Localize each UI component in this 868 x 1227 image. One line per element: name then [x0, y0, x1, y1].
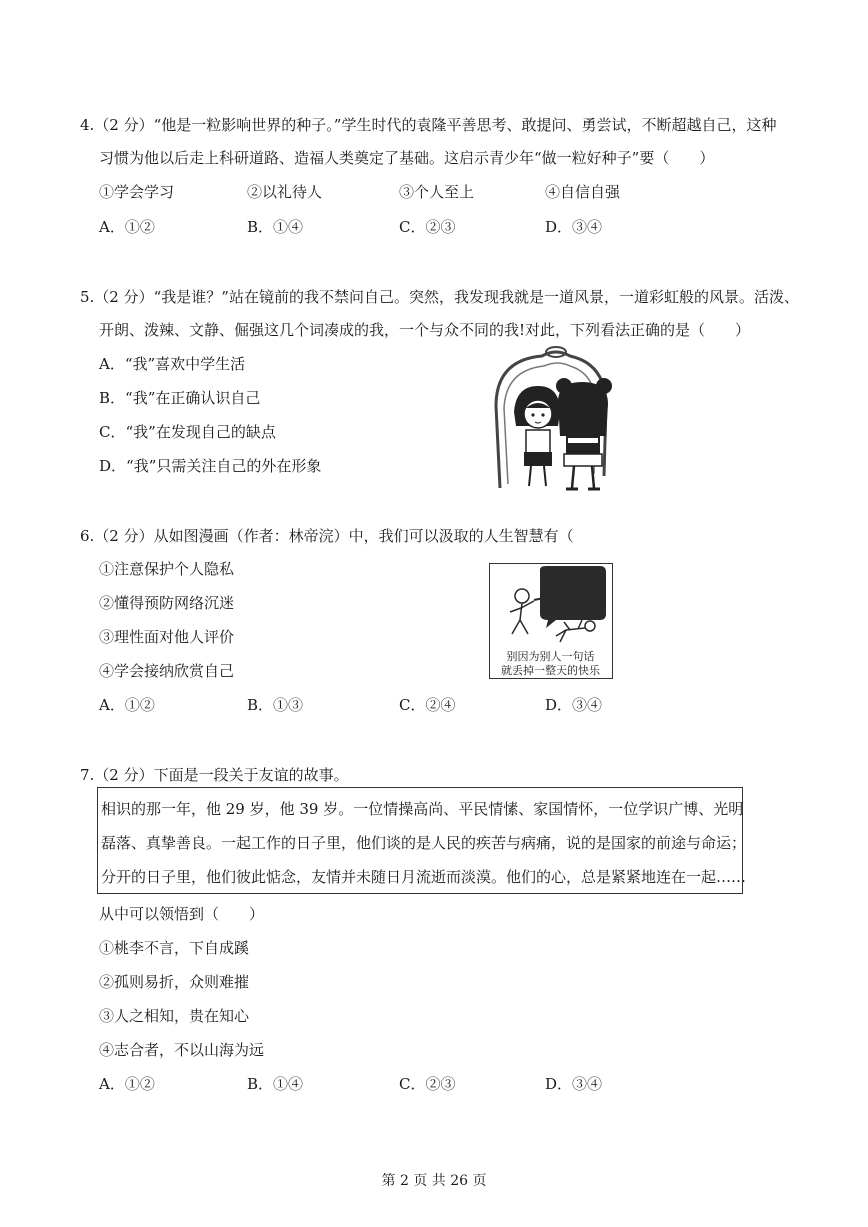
q4-choice-a: A．①②: [99, 218, 155, 236]
q4-stem-line1: 4.（2 分）“他是一粒影响世界的种子。”学生时代的袁隆平善思考、敢提问、勇尝试，不断超越自己，这种: [80, 116, 777, 134]
q6-option-4: ④学会接纳欣赏自己: [99, 662, 235, 680]
q4-option-1: ①学会学习: [99, 183, 175, 201]
q6-option-2: ②懂得预防网络沉迷: [99, 594, 235, 612]
comic-caption-line2: 就丢掉一整天的快乐: [501, 664, 600, 677]
q6-option-3: ③理性面对他人评价: [99, 628, 235, 646]
q7-choice-a: A．①②: [99, 1075, 155, 1093]
q5-choice-d: D．“我”只需关注自己的外在形象: [99, 457, 322, 475]
q4-stem-line2: 习惯为他以后走上科研道路、造福人类奠定了基础。这启示青少年“做一粒好种子”要（ ）: [99, 149, 715, 167]
q6-choice-b: B．①③: [247, 696, 304, 714]
comic-caption-line1: 别因为别人一句话: [506, 650, 595, 663]
q7-option-4: ④志合者，不以山海为远: [99, 1041, 265, 1059]
q4-option-3: ③个人至上: [399, 183, 475, 201]
q4-choice-d: D．③④: [545, 218, 603, 236]
q4-choice-c: C．②③: [399, 218, 456, 236]
q6-choice-d: D．③④: [545, 696, 603, 714]
q6-option-1: ①注意保护个人隐私: [99, 560, 235, 578]
q7-choice-c: C．②③: [399, 1075, 456, 1093]
q4-option-2: ②以礼待人: [247, 183, 323, 201]
q7-choice-d: D．③④: [545, 1075, 603, 1093]
q7-option-2: ②孤则易折，众则难摧: [99, 973, 250, 991]
q7-box-line2: 磊落、真挚善良。一起工作的日子里，他们谈的是人民的疾苦与病痛，说的是国家的前途与命运；: [101, 834, 747, 852]
q4-option-4: ④自信自强: [545, 183, 621, 201]
q7-box-line1: 相识的那一年，他 29 岁，他 39 岁。一位情操高尚、平民情愫、家国情怀，一位学识广博、光明: [101, 800, 744, 818]
q7-prompt: 从中可以领悟到（ ）: [99, 905, 265, 923]
q5-choice-a: A．“我”喜欢中学生活: [99, 355, 246, 373]
q5-choice-c: C．“我”在发现自己的缺点: [99, 423, 276, 441]
q6-choice-a: A．①②: [99, 696, 155, 714]
q6-choice-c: C．②④: [399, 696, 456, 714]
q7-choice-b: B．①④: [247, 1075, 304, 1093]
q5-stem-line2: 开朗、泼辣、文静、倔强这几个词凑成的我，一个与众不同的我!对此，下列看法正确的是（ ）: [99, 321, 751, 339]
q5-choice-b: B．“我”在正确认识自己: [99, 389, 261, 407]
q7-box-line3: 分开的日子里，他们彼此惦念，友情并未随日月流逝而淡漠。他们的心，总是紧紧地连在一起……: [101, 868, 747, 886]
comic-image: [489, 563, 613, 679]
q7-option-3: ③人之相知，贵在知心: [99, 1007, 250, 1025]
q7-stem-line1: 7.（2 分）下面是一段关于友谊的故事。: [80, 766, 349, 784]
mirror-cartoon-image: [486, 346, 624, 494]
q6-stem-line1: 6.（2 分）从如图漫画（作者：林帝浣）中，我们可以汲取的人生智慧有（: [80, 527, 574, 545]
q5-stem-line1: 5.（2 分）“我是谁？”站在镜前的我不禁问自己。突然，我发现我就是一道风景，一道彩虹般的风景。活泼、: [80, 288, 799, 306]
q7-option-1: ①桃李不言，下自成蹊: [99, 939, 250, 957]
comic-drawing: [490, 564, 611, 646]
page-number-footer: 第 2 页 共 26 页: [381, 1173, 487, 1189]
q4-choice-b: B．①④: [247, 218, 304, 236]
